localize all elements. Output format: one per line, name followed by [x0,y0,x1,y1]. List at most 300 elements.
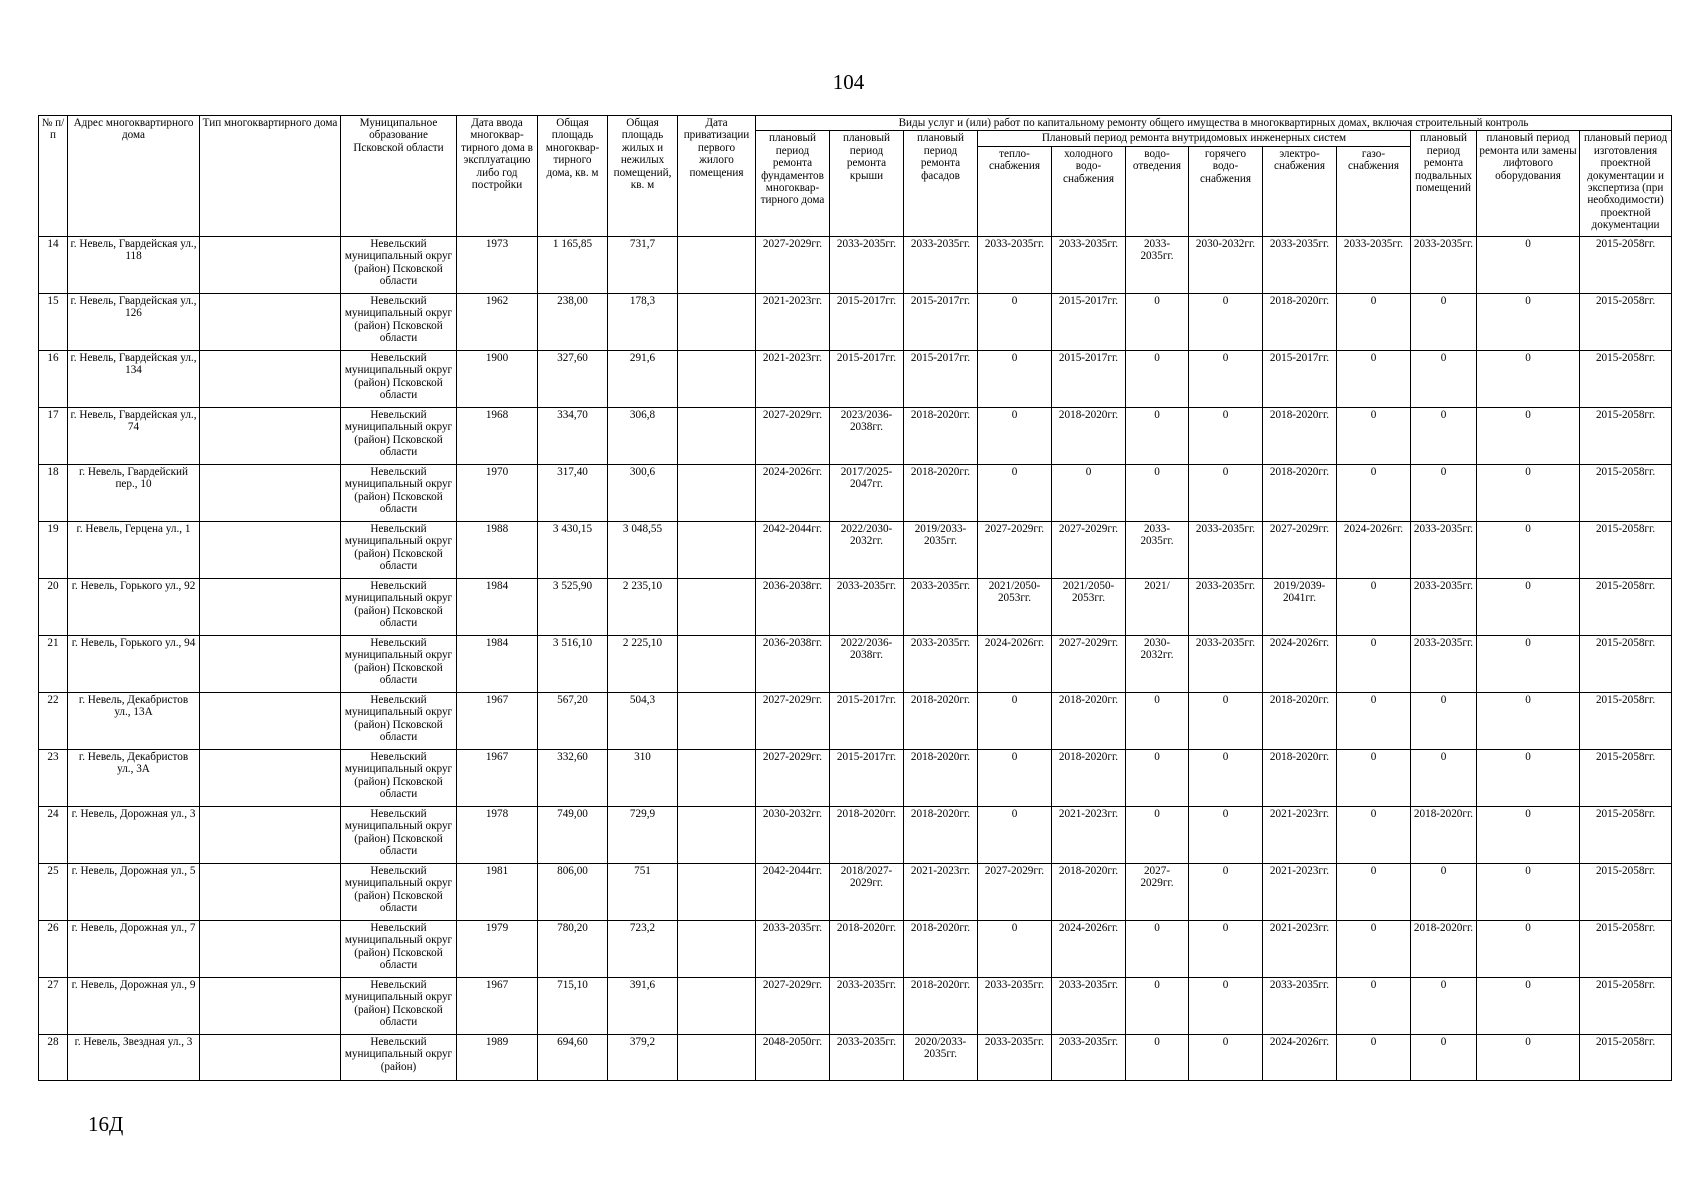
electric-period-cell: 2015-2017гг. [1263,350,1337,407]
roof-period-cell: 2017/2025-2047гг. [830,464,904,521]
facade-period-cell: 2018-2020гг. [904,749,978,806]
design-period-cell: 2015-2058гг. [1580,407,1672,464]
design-period-cell: 2015-2058гг. [1580,806,1672,863]
row-number-cell: 28 [39,1034,68,1080]
elevator-period-cell: 0 [1477,977,1580,1034]
privatization-cell [678,350,756,407]
municipality-cell: Невельский муниципальный округ (район) Псковской области [341,350,457,407]
roof-period-cell: 2018-2020гг. [830,920,904,977]
hot-water-period-cell: 0 [1189,350,1263,407]
heat-period-cell: 2024-2026гг. [978,635,1052,692]
table-row [39,407,1672,464]
row-number-cell: 15 [39,293,68,350]
gas-period-cell: 0 [1337,578,1411,635]
cold-water-period-cell: 2018-2020гг. [1052,863,1126,920]
foundation-period-cell: 2027-2029гг. [756,407,830,464]
living-area-cell: 3 048,55 [608,521,678,578]
sewer-period-cell: 0 [1126,977,1189,1034]
header-year: Дата ввода многоквар-тирного дома в эксплуатацию либо год постройки [457,116,538,237]
electric-period-cell: 2033-2035гг. [1263,236,1337,293]
sewer-period-cell: 2027-2029гг. [1126,863,1189,920]
facade-period-cell: 2018-2020гг. [904,692,978,749]
municipality-cell: Невельский муниципальный округ (район) Псковской области [341,692,457,749]
house-type-cell [200,236,341,293]
house-type-cell [200,635,341,692]
hot-water-period-cell: 0 [1189,692,1263,749]
hot-water-period-cell: 0 [1189,863,1263,920]
address-cell: г. Невель, Гвардейская ул., 118 [68,236,200,293]
facade-period-cell: 2020/2033-2035гг. [904,1034,978,1080]
municipality-cell: Невельский муниципальный округ (район) [341,1034,457,1080]
total-area-cell: 780,20 [538,920,608,977]
roof-period-cell: 2018/2027-2029гг. [830,863,904,920]
row-number-cell: 24 [39,806,68,863]
gas-period-cell: 0 [1337,920,1411,977]
basement-period-cell: 0 [1411,977,1477,1034]
header-address: Адрес многоквартирного дома [68,116,200,237]
elevator-period-cell: 0 [1477,236,1580,293]
heat-period-cell: 2033-2035гг. [978,977,1052,1034]
table-row [39,920,1672,977]
design-period-cell: 2015-2058гг. [1580,692,1672,749]
total-area-cell: 327,60 [538,350,608,407]
header-gas: газо-снабжения [1337,146,1411,236]
hot-water-period-cell: 0 [1189,749,1263,806]
cold-water-period-cell: 2033-2035гг. [1052,977,1126,1034]
cold-water-period-cell: 2021/2050-2053гг. [1052,578,1126,635]
roof-period-cell: 2033-2035гг. [830,1034,904,1080]
privatization-cell [678,749,756,806]
header-sewer: водо-отведения [1126,146,1189,236]
year-cell: 1967 [457,749,538,806]
foundation-period-cell: 2030-2032гг. [756,806,830,863]
hot-water-period-cell: 0 [1189,806,1263,863]
municipality-cell: Невельский муниципальный округ (район) Псковской области [341,521,457,578]
cold-water-period-cell: 2027-2029гг. [1052,635,1126,692]
basement-period-cell: 0 [1411,407,1477,464]
header-facade: плановый период ремонта фасадов [904,131,978,236]
facade-period-cell: 2018-2020гг. [904,806,978,863]
header-total-area: Общая площадь многоквар-тирного дома, кв. м [538,116,608,237]
heat-period-cell: 2033-2035гг. [978,1034,1052,1080]
living-area-cell: 729,9 [608,806,678,863]
cold-water-period-cell: 2033-2035гг. [1052,1034,1126,1080]
privatization-cell [678,407,756,464]
table-row [39,635,1672,692]
address-cell: г. Невель, Гвардейская ул., 126 [68,293,200,350]
sewer-period-cell: 0 [1126,293,1189,350]
sewer-period-cell: 0 [1126,350,1189,407]
sewer-period-cell: 0 [1126,920,1189,977]
municipality-cell: Невельский муниципальный округ (район) Псковской области [341,635,457,692]
municipality-cell: Невельский муниципальный округ (район) Псковской области [341,578,457,635]
gas-period-cell: 0 [1337,407,1411,464]
total-area-cell: 238,00 [538,293,608,350]
year-cell: 1981 [457,863,538,920]
privatization-cell [678,521,756,578]
gas-period-cell: 0 [1337,806,1411,863]
house-type-cell [200,806,341,863]
electric-period-cell: 2024-2026гг. [1263,1034,1337,1080]
header-type: Тип многоквартирного дома [200,116,341,237]
house-type-cell [200,578,341,635]
house-type-cell [200,293,341,350]
basement-period-cell: 0 [1411,464,1477,521]
living-area-cell: 723,2 [608,920,678,977]
address-cell: г. Невель, Дорожная ул., 7 [68,920,200,977]
design-period-cell: 2015-2058гг. [1580,236,1672,293]
design-period-cell: 2015-2058гг. [1580,977,1672,1034]
row-number-cell: 22 [39,692,68,749]
house-type-cell [200,749,341,806]
cold-water-period-cell: 2027-2029гг. [1052,521,1126,578]
address-cell: г. Невель, Дорожная ул., 9 [68,977,200,1034]
sewer-period-cell: 2033-2035гг. [1126,521,1189,578]
sewer-period-cell: 0 [1126,806,1189,863]
living-area-cell: 310 [608,749,678,806]
gas-period-cell: 0 [1337,692,1411,749]
basement-period-cell: 0 [1411,293,1477,350]
hot-water-period-cell: 0 [1189,464,1263,521]
design-period-cell: 2015-2058гг. [1580,749,1672,806]
table-row [39,749,1672,806]
header-heat: тепло-снабжения [978,146,1052,236]
living-area-cell: 379,2 [608,1034,678,1080]
house-type-cell [200,1034,341,1080]
total-area-cell: 1 165,85 [538,236,608,293]
municipality-cell: Невельский муниципальный округ (район) Псковской области [341,749,457,806]
sewer-period-cell: 0 [1126,464,1189,521]
row-number-cell: 20 [39,578,68,635]
privatization-cell [678,920,756,977]
foundation-period-cell: 2048-2050гг. [756,1034,830,1080]
cold-water-period-cell: 2021-2023гг. [1052,806,1126,863]
municipality-cell: Невельский муниципальный округ (район) Псковской области [341,407,457,464]
design-period-cell: 2015-2058гг. [1580,464,1672,521]
header-hot-water: горячего водо-снабжения [1189,146,1263,236]
heat-period-cell: 0 [978,920,1052,977]
elevator-period-cell: 0 [1477,749,1580,806]
header-living-area: Общая площадь жилых и нежилых помещений, кв. м [608,116,678,237]
hot-water-period-cell: 0 [1189,920,1263,977]
privatization-cell [678,806,756,863]
cold-water-period-cell: 2033-2035гг. [1052,236,1126,293]
basement-period-cell: 2018-2020гг. [1411,920,1477,977]
roof-period-cell: 2015-2017гг. [830,749,904,806]
gas-period-cell: 0 [1337,293,1411,350]
municipality-cell: Невельский муниципальный округ (район) Псковской области [341,293,457,350]
year-cell: 1900 [457,350,538,407]
privatization-cell [678,863,756,920]
roof-period-cell: 2022/2036-2038гг. [830,635,904,692]
electric-period-cell: 2033-2035гг. [1263,977,1337,1034]
municipality-cell: Невельский муниципальный округ (район) Псковской области [341,863,457,920]
privatization-cell [678,1034,756,1080]
total-area-cell: 332,60 [538,749,608,806]
page-number: 104 [832,70,865,94]
facade-period-cell: 2018-2020гг. [904,464,978,521]
row-number-cell: 21 [39,635,68,692]
electric-period-cell: 2027-2029гг. [1263,521,1337,578]
privatization-cell [678,464,756,521]
header-foundation: плановый период ремонта фундаментов многоквар-тирного дома [756,131,830,236]
living-area-cell: 178,3 [608,293,678,350]
year-cell: 1979 [457,920,538,977]
basement-period-cell: 2033-2035гг. [1411,578,1477,635]
facade-period-cell: 2015-2017гг. [904,293,978,350]
row-number-cell: 19 [39,521,68,578]
address-cell: г. Невель, Горького ул., 92 [68,578,200,635]
roof-period-cell: 2022/2030-2032гг. [830,521,904,578]
table-row [39,977,1672,1034]
table-row [39,1034,1672,1080]
living-area-cell: 2 235,10 [608,578,678,635]
total-area-cell: 749,00 [538,806,608,863]
page-code: 16Д [88,1112,124,1136]
living-area-cell: 306,8 [608,407,678,464]
gas-period-cell: 0 [1337,464,1411,521]
foundation-period-cell: 2027-2029гг. [756,692,830,749]
heat-period-cell: 0 [978,806,1052,863]
sewer-period-cell: 0 [1126,407,1189,464]
basement-period-cell: 0 [1411,863,1477,920]
row-number-cell: 23 [39,749,68,806]
house-type-cell [200,407,341,464]
privatization-cell [678,977,756,1034]
living-area-cell: 2 225,10 [608,635,678,692]
table-row [39,293,1672,350]
hot-water-period-cell: 2030-2032гг. [1189,236,1263,293]
basement-period-cell: 0 [1411,749,1477,806]
sewer-period-cell: 2030-2032гг. [1126,635,1189,692]
header-elevator: плановый период ремонта или замены лифтового оборудования [1477,131,1580,236]
header-municipality: Муниципальное образование Псковской области [341,116,457,237]
electric-period-cell: 2018-2020гг. [1263,692,1337,749]
roof-period-cell: 2015-2017гг. [830,293,904,350]
electric-period-cell: 2021-2023гг. [1263,920,1337,977]
year-cell: 1984 [457,578,538,635]
foundation-period-cell: 2036-2038гг. [756,578,830,635]
electric-period-cell: 2018-2020гг. [1263,293,1337,350]
elevator-period-cell: 0 [1477,464,1580,521]
facade-period-cell: 2019/2033-2035гг. [904,521,978,578]
municipality-cell: Невельский муниципальный округ (район) Псковской области [341,977,457,1034]
year-cell: 1962 [457,293,538,350]
address-cell: г. Невель, Дорожная ул., 5 [68,863,200,920]
row-number-cell: 16 [39,350,68,407]
living-area-cell: 731,7 [608,236,678,293]
cold-water-period-cell: 2015-2017гг. [1052,293,1126,350]
municipality-cell: Невельский муниципальный округ (район) Псковской области [341,920,457,977]
table-header [39,116,1672,237]
heat-period-cell: 0 [978,464,1052,521]
total-area-cell: 3 525,90 [538,578,608,635]
header-cold-water: холодного водо-снабжения [1052,146,1126,236]
design-period-cell: 2015-2058гг. [1580,1034,1672,1080]
elevator-period-cell: 0 [1477,863,1580,920]
gas-period-cell: 0 [1337,977,1411,1034]
foundation-period-cell: 2036-2038гг. [756,635,830,692]
basement-period-cell: 2033-2035гг. [1411,521,1477,578]
municipality-cell: Невельский муниципальный округ (район) Псковской области [341,236,457,293]
header-electric: электро-снабжения [1263,146,1337,236]
table-row [39,464,1672,521]
facade-period-cell: 2021-2023гг. [904,863,978,920]
privatization-cell [678,692,756,749]
roof-period-cell: 2015-2017гг. [830,692,904,749]
sewer-period-cell: 0 [1126,749,1189,806]
elevator-period-cell: 0 [1477,350,1580,407]
capital-repair-table [38,115,1672,1081]
foundation-period-cell: 2021-2023гг. [756,293,830,350]
row-number-cell: 17 [39,407,68,464]
living-area-cell: 504,3 [608,692,678,749]
privatization-cell [678,236,756,293]
foundation-period-cell: 2027-2029гг. [756,977,830,1034]
gas-period-cell: 0 [1337,1034,1411,1080]
facade-period-cell: 2033-2035гг. [904,236,978,293]
house-type-cell [200,863,341,920]
house-type-cell [200,521,341,578]
hot-water-period-cell: 2033-2035гг. [1189,635,1263,692]
table-row [39,521,1672,578]
gas-period-cell: 2024-2026гг. [1337,521,1411,578]
hot-water-period-cell: 0 [1189,407,1263,464]
table-row [39,236,1672,293]
design-period-cell: 2015-2058гг. [1580,920,1672,977]
table-row [39,578,1672,635]
elevator-period-cell: 0 [1477,635,1580,692]
basement-period-cell: 2033-2035гг. [1411,635,1477,692]
gas-period-cell: 2033-2035гг. [1337,236,1411,293]
electric-period-cell: 2018-2020гг. [1263,407,1337,464]
year-cell: 1989 [457,1034,538,1080]
row-number-cell: 27 [39,977,68,1034]
table-row [39,350,1672,407]
year-cell: 1967 [457,692,538,749]
address-cell: г. Невель, Декабристов ул., 13А [68,692,200,749]
privatization-cell [678,578,756,635]
electric-period-cell: 2024-2026гг. [1263,635,1337,692]
basement-period-cell: 0 [1411,1034,1477,1080]
house-type-cell [200,920,341,977]
year-cell: 1968 [457,407,538,464]
year-cell: 1978 [457,806,538,863]
heat-period-cell: 0 [978,749,1052,806]
facade-period-cell: 2033-2035гг. [904,635,978,692]
address-cell: г. Невель, Горького ул., 94 [68,635,200,692]
sewer-period-cell: 0 [1126,1034,1189,1080]
foundation-period-cell: 2027-2029гг. [756,749,830,806]
row-number-cell: 18 [39,464,68,521]
header-systems-group: Плановый период ремонта внутридомовых инженерных систем [978,131,1411,146]
electric-period-cell: 2019/2039-2041гг. [1263,578,1337,635]
heat-period-cell: 2027-2029гг. [978,863,1052,920]
heat-period-cell: 0 [978,407,1052,464]
house-type-cell [200,464,341,521]
house-type-cell [200,350,341,407]
foundation-period-cell: 2042-2044гг. [756,521,830,578]
heat-period-cell: 2027-2029гг. [978,521,1052,578]
design-period-cell: 2015-2058гг. [1580,521,1672,578]
basement-period-cell: 2018-2020гг. [1411,806,1477,863]
gas-period-cell: 0 [1337,863,1411,920]
facade-period-cell: 2015-2017гг. [904,350,978,407]
house-type-cell [200,977,341,1034]
heat-period-cell: 0 [978,350,1052,407]
address-cell: г. Невель, Гвардейский пер., 10 [68,464,200,521]
living-area-cell: 300,6 [608,464,678,521]
roof-period-cell: 2015-2017гг. [830,350,904,407]
electric-period-cell: 2021-2023гг. [1263,806,1337,863]
foundation-period-cell: 2024-2026гг. [756,464,830,521]
hot-water-period-cell: 0 [1189,1034,1263,1080]
elevator-period-cell: 0 [1477,293,1580,350]
header-basement: плановый период ремонта подвальных помещений [1411,131,1477,236]
total-area-cell: 3 516,10 [538,635,608,692]
living-area-cell: 391,6 [608,977,678,1034]
year-cell: 1970 [457,464,538,521]
address-cell: г. Невель, Звездная ул., 3 [68,1034,200,1080]
elevator-period-cell: 0 [1477,521,1580,578]
municipality-cell: Невельский муниципальный округ (район) Псковской области [341,464,457,521]
privatization-cell [678,293,756,350]
sewer-period-cell: 0 [1126,692,1189,749]
year-cell: 1973 [457,236,538,293]
elevator-period-cell: 0 [1477,920,1580,977]
cold-water-period-cell: 2015-2017гг. [1052,350,1126,407]
electric-period-cell: 2018-2020гг. [1263,749,1337,806]
hot-water-period-cell: 0 [1189,293,1263,350]
cold-water-period-cell: 2018-2020гг. [1052,692,1126,749]
basement-period-cell: 0 [1411,350,1477,407]
design-period-cell: 2015-2058гг. [1580,578,1672,635]
header-num: № п/п [39,116,68,237]
header-privatization: Дата приватизации первого жилого помещения [678,116,756,237]
header-works-group: Виды услуг и (или) работ по капитальному ремонту общего имущества в многоквартирных домах, включая строительный контроль [756,116,1672,131]
elevator-period-cell: 0 [1477,806,1580,863]
design-period-cell: 2015-2058гг. [1580,635,1672,692]
hot-water-period-cell: 0 [1189,977,1263,1034]
privatization-cell [678,635,756,692]
row-number-cell: 26 [39,920,68,977]
sewer-period-cell: 2021/ [1126,578,1189,635]
roof-period-cell: 2033-2035гг. [830,977,904,1034]
total-area-cell: 715,10 [538,977,608,1034]
elevator-period-cell: 0 [1477,692,1580,749]
table-body [39,236,1672,1080]
total-area-cell: 317,40 [538,464,608,521]
municipality-cell: Невельский муниципальный округ (район) Псковской области [341,806,457,863]
house-type-cell [200,692,341,749]
heat-period-cell: 0 [978,692,1052,749]
basement-period-cell: 0 [1411,692,1477,749]
elevator-period-cell: 0 [1477,578,1580,635]
total-area-cell: 3 430,15 [538,521,608,578]
header-design: плановый период изготовления проектной документации и экспертиза (при необходимости) проектной документации [1580,131,1672,236]
table-row [39,806,1672,863]
hot-water-period-cell: 2033-2035гг. [1189,578,1263,635]
year-cell: 1984 [457,635,538,692]
foundation-period-cell: 2021-2023гг. [756,350,830,407]
design-period-cell: 2015-2058гг. [1580,863,1672,920]
total-area-cell: 567,20 [538,692,608,749]
electric-period-cell: 2021-2023гг. [1263,863,1337,920]
electric-period-cell: 2018-2020гг. [1263,464,1337,521]
heat-period-cell: 2021/2050-2053гг. [978,578,1052,635]
facade-period-cell: 2018-2020гг. [904,920,978,977]
cold-water-period-cell: 2018-2020гг. [1052,749,1126,806]
